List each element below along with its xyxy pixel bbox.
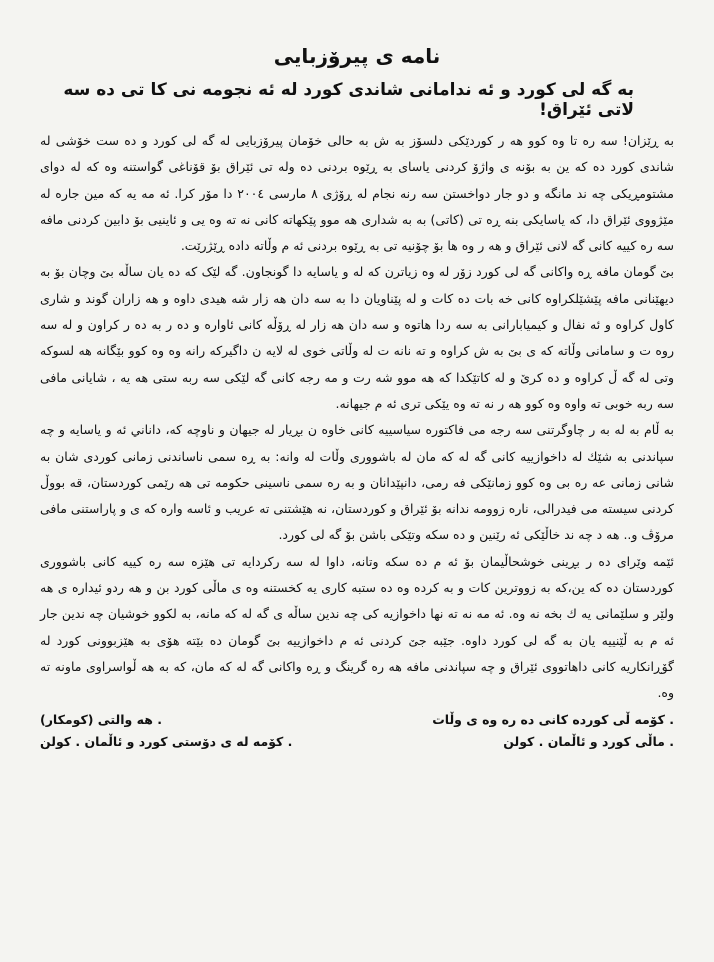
paragraph-1: به ڕێزان! سه ره تا وه کوو هه ر کوردێکی دلسۆز به ش به حالی خۆمان پیرۆزبایی له گه لی کورد و ده ست خۆشی له شاندی کورد ده که ین به بۆنه ی واژۆ کردنی یاسای به ڕێوه بردنی ده وله تی ئێراق بۆ قۆناغی گواستنه وه که له دوای مشتومڕیکی چه ند مانگه و دو جار دواخستن سه رنه نجام له ڕۆژی ٨ مارسی ٢٠٠٤ دا مۆر کرا. ئه مه یه که مین جاره له مێژووی ئێراق دا، که یاسایکی بنه ڕه تی (کاتی) به به شداری هه موو پێکهاته کانی نه ته وه یی و ئاینیی بۆ دابین کردنی مافه سه ره کییه کانی گه لانی ئێراق و هه ر وه ها بۆ چۆنیه تی به ڕێوه بردنی ئه م وڵاته داده ڕێژرێت. xyxy=(40,133,674,254)
paragraph-4: ئێمه وێرای ده ر بڕینی خوشحاڵیمان بۆ ئه م ده سکه وتانه، داوا له سه رکردایه تی هێزه سه ره کییه کانی باشووری کوردستان ده که ین،که به زووترین کات و به کرده وه ده ستبه کاری یه کخستنه وه ی ماڵی کورد بن و هه ردو ئیداره ی هه ولێر و سلێمانی یه ك بخه نه وه. ئه مه نه ته نها داخوازیه کی چه ندین ساڵه ی گه له که مانه، به لکوو خوشیان چه ندین جار ئه م به ڵێنییه یان به گه لی کورد داوه. جێبه جێ کردنی ئه م داخوازییه بێ گومان ده بێته هۆی به هێزبوونی کورد له گۆڕانکاریه کانی داهاتووی ئێراق و چه سپاندنی مافه هه ره گرینگ و ڕه واکانی گه له که مان، که به هه ڵواسراوی ماونه ته وه. xyxy=(40,553,674,701)
signature-block xyxy=(40,709,674,753)
signature-row xyxy=(40,709,674,731)
signature-row xyxy=(40,731,674,753)
signature-komkar: . هه والتی (کومکار) xyxy=(40,711,162,727)
paragraph-3: به ڵام به له به ر چاوگرتنی سه رجه می فاکتوره سیاسییه کانی خاوه ن بڕیار له جیهان و ناوچه که، داناني ئه و یاسایه و چه سپاندنی به شێك له داخوازییه کانی گه له که مان له باشووری وڵات له وانه: به ڕه سمی ناساندنی زمانی کوردی شان به شانی زمانی عه ره بی وه کوو زمانێکی فه رمی، دانپێدانان و به ره سمی ناسینی حکومه تی هه رێمی کوردستان، قه بووڵ کردنی سیسته می فیدرالی، ناره زوومه ندانه بۆ ئێراق و کوردستان، نه هێشتنی ته عریب و ئاسه واره که ی و پاراستنی مافی مرۆڤ و.. هه د چه ند خاڵێکی ئه رێنین و ده سکه وتێکی باشن بۆ گه لی کورد. xyxy=(40,422,674,543)
signature-friends-association: . کۆمه له ی دۆستی کورد و ئاڵمان . کولن xyxy=(40,733,293,749)
page-subtitle: به گه لی کورد و ئه ندامانی شاندی کورد له ئه نجومه نی کا تی ده سه لاتی ئێراق! xyxy=(63,80,634,120)
page-title: نامه ی پیرۆزبایی xyxy=(273,44,441,68)
signature-kurdish-german-house: . ماڵی کورد و ئاڵمان . کولن xyxy=(503,733,674,749)
signature-kurdish-communities: . کۆمه ڵی کورده کانی ده ره وه ی وڵات xyxy=(432,711,674,727)
paragraph-2: بێ گومان مافه ڕه واکانی گه لی کورد زۆر له وه زیاترن که له و یاسایه دا گونجاون. گه لێک که ده یان ساڵه بێ وچان بۆ به دیهێنانی مافه پێشێلکراوه کانی خه بات ده کات و له پێناویان دا به سه دان هه زار شه هیدی داوه و هه زاران گوند و شاری کاول کراوه و ئه نفال و کیمیابارانی به سه ردا هاتوه و سه دان هه زار له ڕۆڵه کانی ئاواره و ده ر به ده ر کراون و له سه روه ت و سامانی وڵاته که ی بێ به ش کراوه و ته نانه ت له وڵاتی خوی له لایه ن داگیرکه رانه وه وه کوو بێگانه هه لسوکه وتی له گه ڵ کراوه و ده کرێ و له کاتێکدا که هه موو شه رت و مه رجه کانی گه لێکی سه ربه ستی هه یه ، شایانی مافی سه ربه خوبی ته واوه وه کوو هه ر نه ته وه یێکی تری ئه م جیهانه. xyxy=(40,264,674,411)
